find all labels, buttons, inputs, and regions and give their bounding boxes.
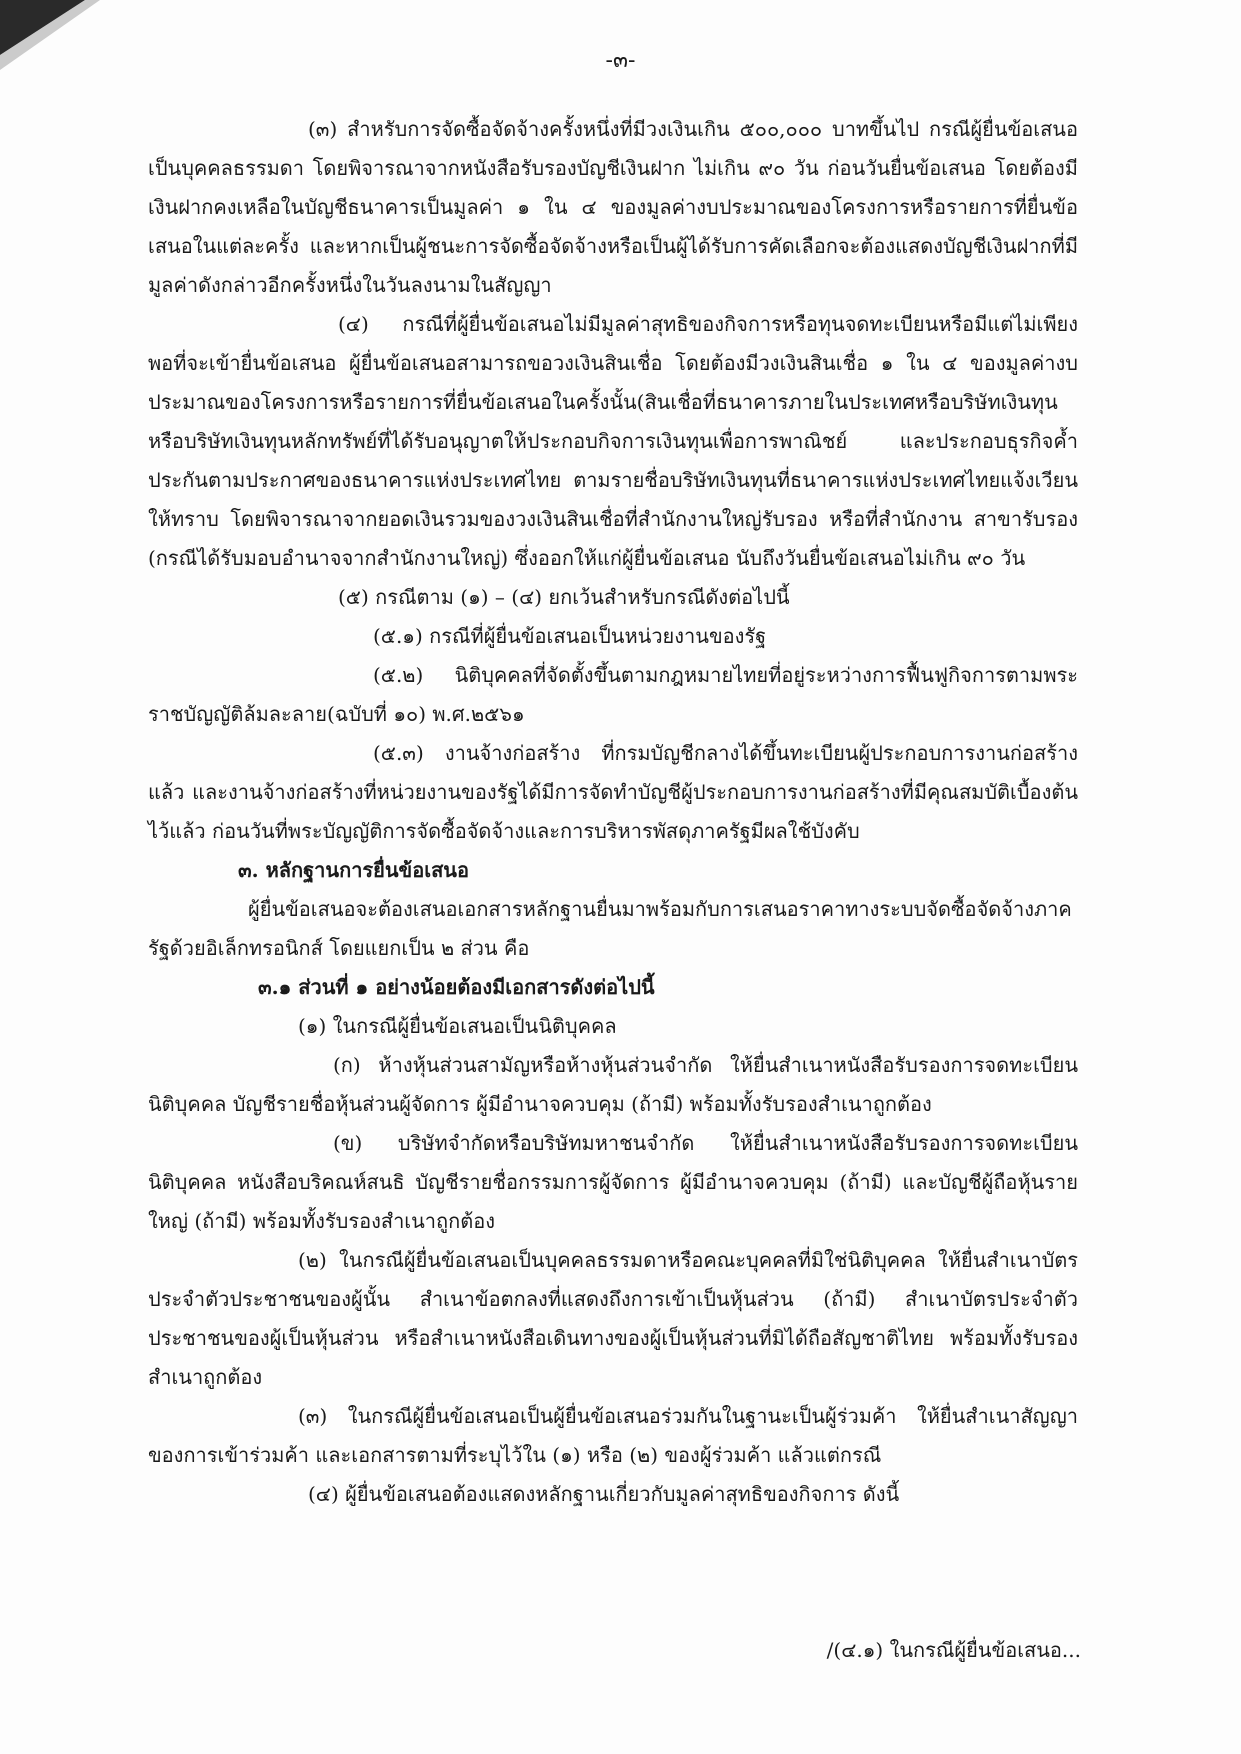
paragraph-5-3: (๕.๓) งานจ้างก่อสร้าง ที่กรมบัญชีกลางได้ขึ้นทะเบียนผู้ประกอบการงานก่อสร้างแล้ว และงานจ้างก่อสร้างที่หน่วยงานของรัฐได้มีการจัดทำบัญชีผู้ประกอบการงานก่อสร้างที่มีคุณสมบัติเบื้องต้นไว้แล้ว ก่อนวันที่พระบัญญัติการจัดซื้อจัดจ้างและการบริหารพัสดุภาครัฐมีผลใช้บังคับ	[148, 741, 1078, 843]
section-heading-3-1: ๓.๑ ส่วนที่ ๑ อย่างน้อยต้องมีเอกสารดังต่อไปนี้	[258, 975, 655, 999]
paragraph-juristic-person: (๑) ในกรณีผู้ยื่นข้อเสนอเป็นนิติบุคคล	[298, 1014, 617, 1038]
paragraph-4-credit-line: (๔) กรณีที่ผู้ยื่นข้อเสนอไม่มีมูลค่าสุทธิของกิจการหรือทุนจดทะเบียนหรือมีแต่ไม่เพียงพอที่จะเข้ายื่นข้อเสนอ ผู้ยื่นข้อเสนอสามารถขอวงเงินสินเชื่อ โดยต้องมีวงเงินสินเชื่อ ๑ ใน ๔ ของมูลค่างบประมาณของโครงการหรือรายการที่ยื่นข้อเสนอในครั้งนั้น(สินเชื่อที่ธนาคารภายในประเทศหรือบริษัทเงินทุนหรือบริษัทเงินทุนหลักทรัพย์ที่ได้รับอนุญาตให้ประกอบกิจการเงินทุนเพื่อการพาณิชย์ และประกอบธุรกิจค้ำประกันตามประกาศของธนาคารแห่งประเทศไทย ตามรายชื่อบริษัทเงินทุนที่ธนาคารแห่งประเทศไทยแจ้งเวียนให้ทราบ โดยพิจารณาจากยอดเงินรวมของวงเงินสินเชื่อที่สำนักงานใหญ่รับรอง หรือที่สำนักงาน สาขารับรอง (กรณีได้รับมอบอำนาจจากสำนักงานใหญ่) ซึ่งออกให้แก่ผู้ยื่นข้อเสนอ นับถึงวันยื่นข้อเสนอไม่เกิน ๙๐ วัน	[148, 312, 1078, 570]
paragraph-joint-venture: (๓) ในกรณีผู้ยื่นข้อเสนอเป็นผู้ยื่นข้อเสนอร่วมกันในฐานะเป็นผู้ร่วมค้า ให้ยื่นสำเนาสัญญาของการเข้าร่วมค้า และเอกสารตามที่ระบุไว้ใน (๑) หรือ (๒) ของผู้ร่วมค้า แล้วแต่กรณี	[148, 1404, 1078, 1467]
section-heading-3: ๓. หลักฐานการยื่นข้อเสนอ	[238, 858, 469, 882]
paragraph-5-1: (๕.๑) กรณีที่ผู้ยื่นข้อเสนอเป็นหน่วยงานของรัฐ	[373, 624, 767, 648]
paragraph-partnership: (ก) ห้างหุ้นส่วนสามัญหรือห้างหุ้นส่วนจำกัด ให้ยื่นสำเนาหนังสือรับรองการจดทะเบียนนิติบุคคล บัญชีรายชื่อหุ้นส่วนผู้จัดการ ผู้มีอำนาจควบคุม (ถ้ามี) พร้อมทั้งรับรองสำเนาถูกต้อง	[148, 1053, 1078, 1116]
paragraph-net-worth: (๔) ผู้ยื่นข้อเสนอต้องแสดงหลักฐานเกี่ยวกับมูลค่าสุทธิของกิจการ ดังนี้	[308, 1482, 900, 1506]
paragraph-company: (ข) บริษัทจำกัดหรือบริษัทมหาชนจำกัด ให้ยื่นสำเนาหนังสือรับรองการจดทะเบียนนิติบุคคล หนังสือบริคณห์สนธิ บัญชีรายชื่อกรรมการผู้จัดการ ผู้มีอำนาจควบคุม (ถ้ามี) และบัญชีผู้ถือหุ้นรายใหญ่ (ถ้ามี) พร้อมทั้งรับรองสำเนาถูกต้อง	[148, 1131, 1078, 1233]
document-body	[148, 110, 1078, 1514]
paragraph-evidence-intro: ผู้ยื่นข้อเสนอจะต้องเสนอเอกสารหลักฐานยื่นมาพร้อมกับการเสนอราคาทางระบบจัดซื้อจัดจ้างภาครัฐด้วยอิเล็กทรอนิกส์ โดยแยกเป็น ๒ ส่วน คือ	[148, 897, 1072, 960]
paragraph-5-exceptions: (๕) กรณีตาม (๑) – (๔) ยกเว้นสำหรับกรณีดังต่อไปนี้	[338, 585, 790, 609]
paragraph-5-2: (๕.๒) นิติบุคคลที่จัดตั้งขึ้นตามกฎหมายไทยที่อยู่ระหว่างการฟื้นฟูกิจการตามพระราชบัญญัติล้มละลาย(ฉบับที่ ๑๐) พ.ศ.๒๕๖๑	[148, 663, 1078, 726]
paragraph-natural-person: (๒) ในกรณีผู้ยื่นข้อเสนอเป็นบุคคลธรรมดาหรือคณะบุคคลที่มิใช่นิติบุคคล ให้ยื่นสำเนาบัตรประจำตัวประชาชนของผู้นั้น สำเนาข้อตกลงที่แสดงถึงการเข้าเป็นหุ้นส่วน (ถ้ามี) สำเนาบัตรประจำตัวประชาชนของผู้เป็นหุ้นส่วน หรือสำเนาหนังสือเดินทางของผู้เป็นหุ้นส่วนที่มิได้ถือสัญชาติไทย พร้อมทั้งรับรองสำเนาถูกต้อง	[148, 1248, 1078, 1389]
continuation-note: /(๔.๑) ในกรณีผู้ยื่นข้อเสนอ...	[826, 1638, 1081, 1662]
page-number: -๓-	[605, 48, 636, 73]
paragraph-3-deposit: (๓) สำหรับการจัดซื้อจัดจ้างครั้งหนึ่งที่มีวงเงินเกิน ๕๐๐,๐๐๐ บาทขึ้นไป กรณีผู้ยื่นข้อเสนอเป็นบุคคลธรรมดา โดยพิจารณาจากหนังสือรับรองบัญชีเงินฝาก ไม่เกิน ๙๐ วัน ก่อนวันยื่นข้อเสนอ โดยต้องมีเงินฝากคงเหลือในบัญชีธนาคารเป็นมูลค่า ๑ ใน ๔ ของมูลค่างบประมาณของโครงการหรือรายการที่ยื่นข้อเสนอในแต่ละครั้ง และหากเป็นผู้ชนะการจัดซื้อจัดจ้างหรือเป็นผู้ได้รับการคัดเลือกจะต้องแสดงบัญชีเงินฝากที่มีมูลค่าดังกล่าวอีกครั้งหนึ่งในวันลงนามในสัญญา	[148, 117, 1078, 297]
